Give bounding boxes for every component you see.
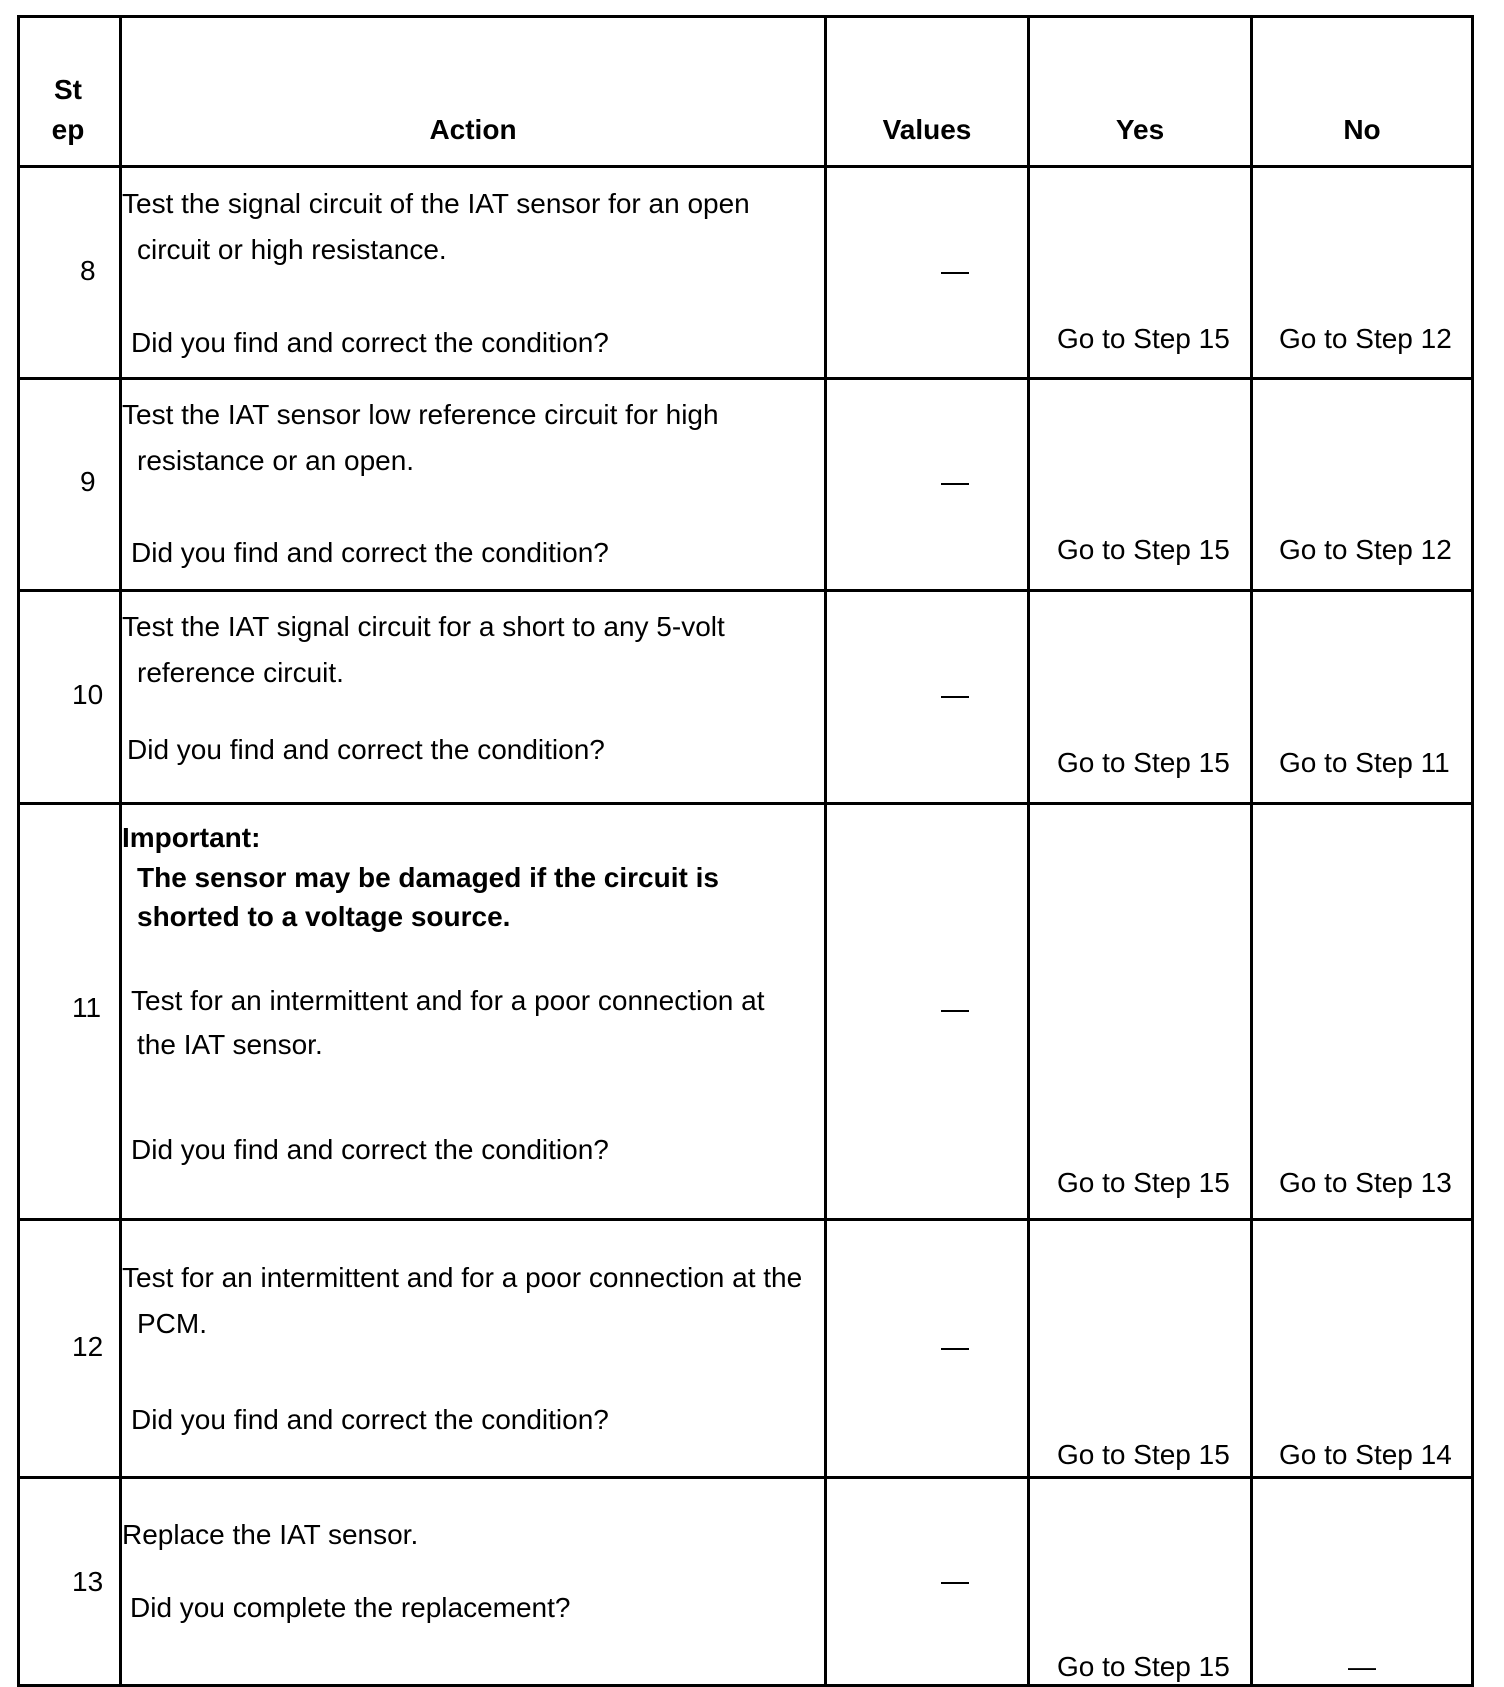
action-text: Test the IAT sensor low reference circuit for high bbox=[122, 399, 719, 430]
action-text: circuit or high resistance. bbox=[137, 234, 447, 265]
action-text: the IAT sensor. bbox=[137, 1029, 323, 1060]
header-values: Values bbox=[882, 114, 972, 145]
header-step-line2: ep bbox=[51, 114, 85, 145]
row-divider bbox=[17, 589, 1474, 592]
row-divider bbox=[17, 1218, 1474, 1221]
action-text: Test for an intermittent and for a poor connection at bbox=[131, 985, 765, 1016]
yes-result: Go to Step 15 bbox=[1057, 1167, 1230, 1198]
no-result: Go to Step 13 bbox=[1279, 1167, 1452, 1198]
important-label: Important: bbox=[122, 822, 261, 853]
step-number: 12 bbox=[72, 1331, 104, 1362]
values-dash bbox=[941, 1582, 969, 1584]
action-text: Test the signal circuit of the IAT sensor for an open bbox=[122, 188, 750, 219]
header-divider bbox=[17, 165, 1474, 168]
action-question: Did you find and correct the condition? bbox=[131, 1404, 609, 1435]
step-number: 9 bbox=[80, 466, 96, 497]
action-question: Did you find and correct the condition? bbox=[131, 327, 609, 358]
header-yes: Yes bbox=[1115, 114, 1165, 145]
no-result: — bbox=[1348, 1651, 1376, 1682]
header-no: No bbox=[1343, 114, 1381, 145]
step-number: 11 bbox=[72, 992, 102, 1023]
action-question: Did you find and correct the condition? bbox=[131, 537, 609, 568]
action-text: Test the IAT signal circuit for a short to any 5-volt bbox=[122, 611, 725, 642]
action-text: Test for an intermittent and for a poor connection at the bbox=[122, 1262, 803, 1293]
no-result: Go to Step 14 bbox=[1279, 1439, 1452, 1470]
important-note: The sensor may be damaged if the circuit is bbox=[137, 862, 719, 893]
no-result: Go to Step 11 bbox=[1279, 747, 1450, 778]
yes-result: Go to Step 15 bbox=[1057, 747, 1230, 778]
action-question: Did you find and correct the condition? bbox=[131, 1134, 609, 1165]
table-border-right bbox=[1471, 15, 1474, 1687]
values-dash bbox=[941, 272, 969, 274]
row-divider bbox=[17, 802, 1474, 805]
values-dash bbox=[941, 1010, 969, 1012]
yes-result: Go to Step 15 bbox=[1057, 1439, 1230, 1470]
yes-result: Go to Step 15 bbox=[1057, 534, 1230, 565]
step-number: 8 bbox=[80, 255, 96, 286]
action-text: PCM. bbox=[137, 1308, 207, 1339]
action-text: resistance or an open. bbox=[137, 445, 415, 476]
column-divider bbox=[824, 15, 827, 1687]
table-border-left bbox=[17, 15, 20, 1687]
table-border-top bbox=[17, 15, 1474, 18]
no-result: Go to Step 12 bbox=[1279, 534, 1452, 565]
values-dash bbox=[941, 696, 969, 698]
step-number: 13 bbox=[72, 1566, 104, 1597]
yes-result: Go to Step 15 bbox=[1057, 1651, 1230, 1682]
row-divider bbox=[17, 377, 1474, 380]
action-question: Did you find and correct the condition? bbox=[127, 734, 605, 765]
yes-result: Go to Step 15 bbox=[1057, 323, 1230, 354]
column-divider bbox=[1027, 15, 1030, 1687]
action-question: Did you complete the replacement? bbox=[130, 1592, 571, 1623]
header-action: Action bbox=[429, 114, 517, 145]
values-dash bbox=[941, 1348, 969, 1350]
step-number: 10 bbox=[72, 679, 104, 710]
no-result: Go to Step 12 bbox=[1279, 323, 1452, 354]
action-text: Replace the IAT sensor. bbox=[122, 1519, 419, 1550]
values-dash bbox=[941, 483, 969, 485]
action-text: reference circuit. bbox=[137, 657, 344, 688]
row-divider bbox=[17, 1476, 1474, 1479]
diagnostic-table bbox=[17, 15, 1474, 1687]
important-note: shorted to a voltage source. bbox=[137, 901, 511, 932]
header-step-line1: St bbox=[54, 74, 82, 105]
column-divider bbox=[1250, 15, 1253, 1687]
